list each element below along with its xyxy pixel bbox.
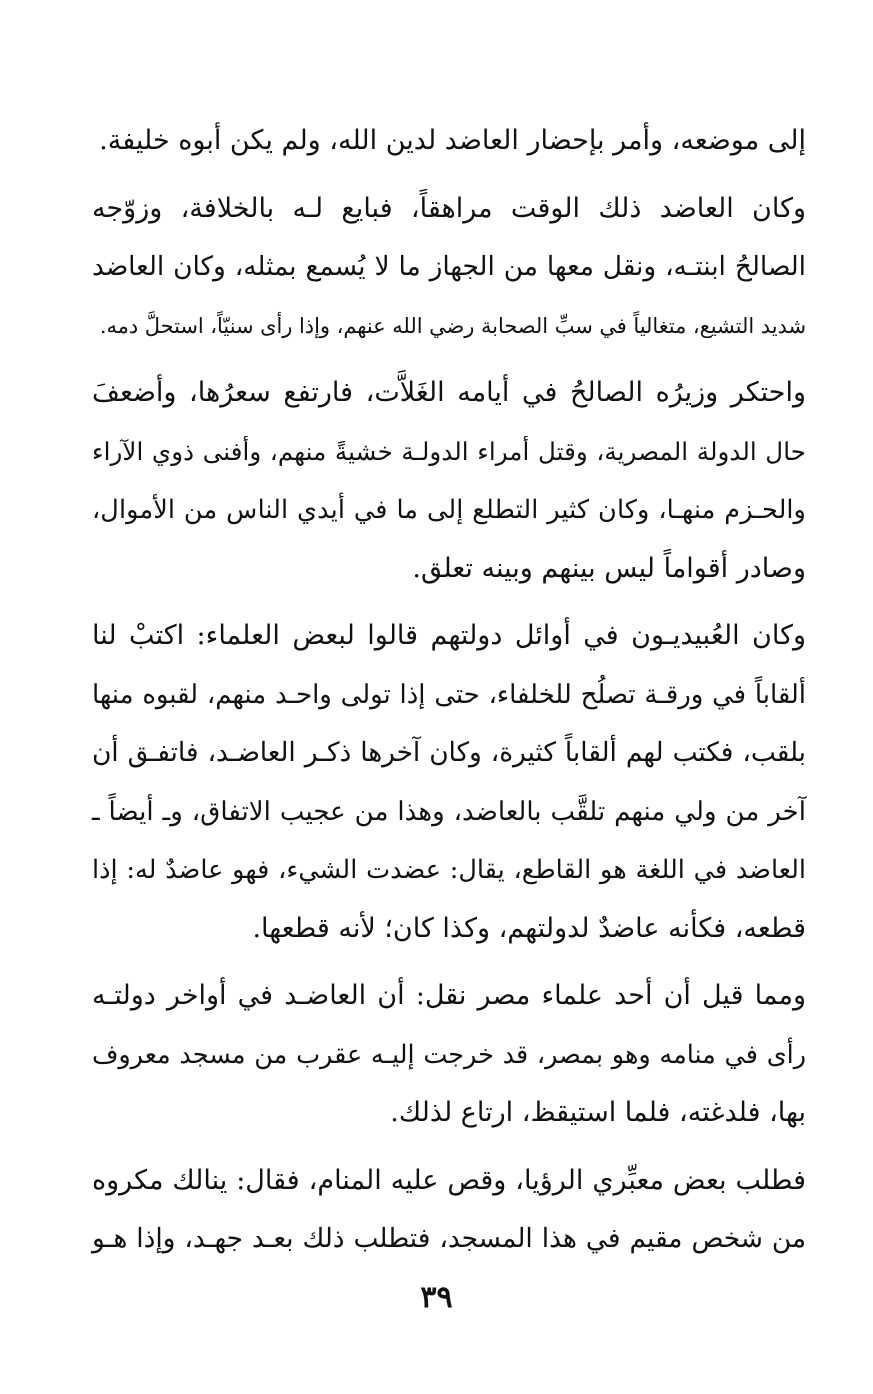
text-line: العاضد في اللغة هو القاطع، يقال: عضدت الشيء، فهو عاضدٌ له: إذا bbox=[92, 855, 806, 885]
text-line: وكان العاضد ذلك الوقت مراهقاً، فبايع لـه بالخلافة، وزوّجه bbox=[92, 192, 806, 224]
paragraph bbox=[92, 180, 806, 356]
page-number: ٣٩ bbox=[420, 1280, 453, 1315]
paragraph bbox=[92, 1152, 806, 1269]
paragraph-gap bbox=[92, 598, 806, 607]
body-text bbox=[92, 112, 806, 1269]
text-line: وصادر أقواماً ليس بينهم وبينه تعلق. bbox=[412, 552, 806, 584]
text-line: ألقاباً في ورقـة تصلُح للخلفاء، حتى إذا تولى واحـد منهم، لقبوه منها bbox=[92, 679, 806, 710]
text-line: إلى موضعه، وأمر بإحضار العاضد لدين الله، ولم يكن أبوه خليفة. bbox=[99, 125, 806, 156]
text-line: من شخص مقيم في هذا المسجد، فتطلب ذلك بعـد جهـد، وإذا هـو bbox=[92, 1224, 806, 1254]
text-line: رأى في منامه وهو بمصر، قد خرجت إليـه عقرب من مسجد معروف bbox=[92, 1039, 806, 1070]
text-line: حال الدولة المصرية، وقتل أمراء الدولـة خشيةً منهم، وأفنى ذوي الآراء bbox=[92, 436, 806, 466]
paragraph bbox=[92, 607, 806, 958]
paragraph-gap bbox=[92, 171, 806, 180]
text-line: الصالحُ ابنتـه، ونقل معها من الجهاز ما لا يُسمع بمثله، وكان العاضد bbox=[92, 252, 806, 282]
text-line: والحـزم منهـا، وكان كثير التطلع إلى ما في أيدي الناس من الأموال، bbox=[92, 495, 806, 525]
paragraph-gap bbox=[92, 355, 806, 364]
text-line: شديد التشيع، متغالياً في سبِّ الصحابة رضي الله عنهم، وإذا رأى سنيّاً، استحلَّ دمه. bbox=[99, 313, 806, 338]
text-line: واحتكر وزيرُه الصالحُ في أيامه الغَلاَّت، فارتفع سعرُها، وأضعفَ bbox=[92, 377, 806, 408]
text-line: بلقب، فكتب لهم ألقاباً كثيرة، وكان آخرها ذكـر العاضـد، فاتفـق أن bbox=[92, 738, 806, 768]
paragraph bbox=[92, 967, 806, 1143]
text-line: فطلب بعض معبِّري الرؤيا، وقص عليه المنام، فقال: ينالك مكروه bbox=[92, 1164, 806, 1196]
paragraph bbox=[92, 112, 806, 171]
text-line: آخر من ولي منهم تلقَّب بالعاضد، وهذا من عجيب الاتفاق، وـ أيضاً ـ bbox=[92, 796, 806, 827]
text-line: بها، فلدغته، فلما استيقظ، ارتاع لذلك. bbox=[390, 1097, 806, 1128]
paragraph-gap bbox=[92, 1143, 806, 1152]
text-line: وكان العُبيديـون في أوائل دولتهم قالوا لبعض العلماء: اكتبْ لنا bbox=[92, 620, 806, 651]
paragraph-gap bbox=[92, 958, 806, 967]
text-line: ومما قيل أن أحد علماء مصر نقل: أن العاضـد في أواخر دولتـه bbox=[92, 980, 806, 1011]
text-line: قطعه، فكأنه عاضدٌ لدولتهم، وكذا كان؛ لأنه قطعها. bbox=[252, 912, 806, 944]
paragraph bbox=[92, 364, 806, 598]
